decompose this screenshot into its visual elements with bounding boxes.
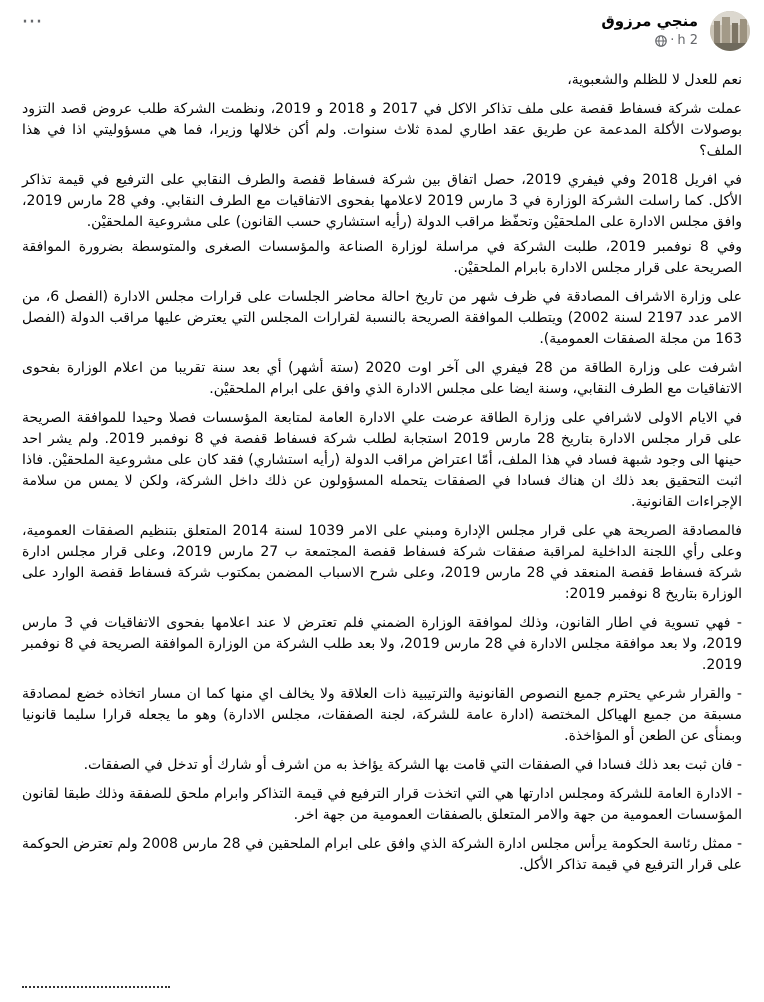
post-time[interactable]: 2 h [677,33,698,48]
author-block [601,11,698,49]
post-paragraph: - الادارة العامة للشركة ومجلس ادارتها هي التي اتخذت قرار الترفيع في قيمة التذاكر وابرام ملحق للصفقة وذلك طبقا لقانون المؤسسات العمومية من جهة والامر المتعلق بالصفقات العمومية من جهة اخر. [22,786,742,823]
more-horizontal-icon[interactable]: ··· [21,10,43,35]
post-paragraph: نعم للعدل لا للظلم والشعبوية، [567,72,742,88]
post-paragraph: - ممثل رئاسة الحكومة يرأس مجلس ادارة الشركة الذي وافق على ابرام الملحقين في 28 مارس 2008 ولم تعترض الحوكمة على قرار الترفيع في قيمة تذاكر الأكل. [22,836,743,873]
dotted-divider [22,986,170,988]
post-paragraph: في الايام الاولى لاشرافي على وزارة الطاقة عرضت علي الادارة العامة لمتابعة المؤسسات فصلا وحيدا للموافقة الصريحة على قرار مجلس الادارة بتاريخ 28 مارس 2019 استجابة لطلب شركة فسفاط قفصة في 8 نوفمبر 2019. ولم يشر احد حينها الى وجود شبهة فساد في هذا الملف، أمّا اعتراض مراقب الدولة (رأيه استشاري) فقد كان على مشروعية الملحقيْن. فاذا اثبت التحقيق بعد ذلك ان هناك فسادا في الصفقات يتحمله المسؤولون عن ذلك داخل الشركة، ولكن لا يمس من سلامة الإجراءات القانونية. [22,410,743,510]
post-paragraph: فالمصادقة الصريحة هي على قرار مجلس الإدارة ومبني على الامر 1039 لسنة 2014 المتعلق بتنظيم الصفقات العمومية، وعلى رأي اللجنة الداخلية لمراقبة صفقات شركة فسفاط قفصة المجتمعة ب 27 مارس 2019، وعلى قرار مجلس ادارة شركة فسفاط قفصة المنعقد في 28 مارس 2019، وعلى شرح الاسباب المضمن بمكتوب شركة فسفاط قفصة الوارد على الوزارة بتاريخ 8 نوفمبر 2019: [22,523,743,602]
avatar[interactable] [710,11,750,51]
post-paragraph: عملت شركة فسفاط قفصة على ملف تذاكر الاكل في 2017 و 2018 و 2019، ونظمت الشركة طلب عروض قصد التزود بوصولات الأكلة المدعمة عن طريق عقد اطاري لمدة ثلاث سنوات. ولم أكن خلالها وزيرا، فما هي مسؤوليتي اذا في هذا الملف؟ [22,101,742,159]
post-paragraph: في افريل 2018 وفي فيفري 2019، حصل اتفاق بين شركة فسفاط قفصة والطرف النقابي على الترفيع في قيمة تذاكر الأكل. كما راسلت الشركة الوزارة في 3 مارس 2019 لاعلامها بفحوى الاتفاقيات مع الطرف النقابي. وفي 28 مارس 2019، وافق مجلس الادارة على الملحقيْن وتحفّظ مراقب الدولة (رأيه استشاري حسب القانون) على مشروعية الملحقيْن. [22,172,743,230]
author-name[interactable]: منجي مرزوق [601,12,698,30]
post-text [22,70,742,884]
post-paragraph: - والقرار شرعي يحترم جميع النصوص القانونية والترتيبية ذات العلاقة ولا يخالف اي منها كما ان مسار اتخاذه خضع لمصادقة مسبقة من جميع الهياكل المختصة (ادارة عامة للشركة، لجنة الصفقات، مجلس الادارة) وهو ما يجعله قرارا سليما قانونيا وبمنأى عن الطعن أو المؤاخذة. [22,686,742,744]
avatar-photo-icon [710,11,750,51]
post-paragraph: على وزارة الاشراف المصادقة في ظرف شهر من تاريخ احالة محاضر الجلسات على قرارات مجلس الادارة (الفصل 6، من الامر عدد 2197 لسنة 2002) ويتطلب الموافقة الصريحة بالنسبة لقرارات المجلس التي يعترض عليها مراقب الدولة (الفصل 163 من مجلة الصفقات العمومية). [22,289,743,347]
post-paragraph: اشرفت على وزارة الطاقة من 28 فيفري الى آخر اوت 2020 (ستة أشهر) أي بعد سنة تقريبا من اعلام الوزارة بفحوى الاتفاقيات مع الطرف النقابي، وسنة ايضا على مجلس الادارة الذي وافق على ابرام الملحقيْن. [22,360,743,397]
globe-icon[interactable] [655,35,667,47]
post-paragraph: - فان ثبت بعد ذلك فسادا في الصفقات التي قامت بها الشركة يؤاخذ به من اشرف أو شارك أو تدخل في الصفقات. [83,757,742,773]
post-paragraph: - فهي تسوية في اطار القانون، وذلك لموافقة الوزارة الضمني فلم تعترض لا عند اعلامها بفحوى الاتفاقيات في 3 مارس 2019، ولا بعد موافقة مجلس الادارة في 28 مارس 2019، ولا بعد طلب الشركة من الوزارة الموافقة الصريحة في 8 نوفمبر 2019. [22,615,743,673]
post-header [14,11,750,61]
meta-separator: · [670,33,675,48]
post-meta [601,33,698,49]
post-paragraph: وفي 8 نوفمبر 2019، طلبت الشركة في مراسلة لوزارة الصناعة والمؤسسات الصغرى والمتوسطة بضرورة الموافقة الصريحة على قرار مجلس الادارة بابرام الملحقيْن. [22,239,743,276]
